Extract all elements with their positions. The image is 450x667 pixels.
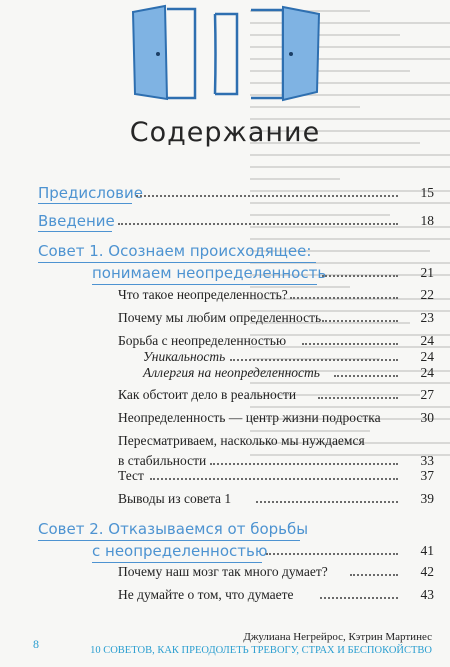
toc-entry-page: 18 [420,213,434,228]
toc-entry-page: 22 [420,287,434,302]
toc-entry-label: Почему мы любим определенность [118,310,322,325]
toc-entry-page: 42 [420,564,434,579]
toc-entry-label: Введение [38,212,115,230]
toc-entry-label: Тест [118,468,144,483]
toc-entry-label-line2: с неопределенностью [92,542,268,560]
toc-entry[interactable] [0,562,450,582]
footer-book-title: 10 СОВЕТОВ, КАК ПРЕОДОЛЕТЬ ТРЕВОГУ, СТРАХ И БЕСПОКОЙСТВО [90,645,432,656]
toc-entry[interactable] [0,385,450,405]
toc-entry[interactable] [0,585,450,605]
toc-entry-label-line1: Совет 2. Отказываемся от борьбы [38,520,309,538]
toc-entry-label: Предисловие [38,184,143,202]
toc-entry-chapter-1[interactable] [0,241,450,285]
page-number: 8 [33,637,39,651]
toc-entry-preface[interactable] [0,183,450,203]
toc-entry-label-line2: в стабильности [118,453,207,468]
toc-entry-page: 21 [420,265,434,280]
toc-entry-label: Борьба с неопределенностью [118,333,287,348]
toc-entry-label: Уникальность [143,349,226,364]
toc-entry-label: Неопределенность — центр жизни подростка [118,410,381,425]
toc-entry-page: 30 [420,410,434,425]
toc-entry-page: 33 [420,453,434,468]
toc-entry-page: 15 [420,185,434,200]
toc-entry-label: Почему наш мозг так много думает? [118,564,328,579]
toc-entry[interactable] [0,408,450,428]
page-title: Содержание [129,117,321,148]
toc-entry-page: 41 [420,543,434,558]
toc-entry-introduction[interactable] [0,211,450,231]
toc-entry-label: Что такое неопределенность? [118,287,288,302]
toc-entry-label: Не думайте о том, что думаете [118,587,294,602]
toc-entry-page: 23 [420,310,434,325]
toc-entry-page: 27 [420,387,434,402]
toc-entry-page: 24 [420,349,434,364]
toc-entry-page: 37 [420,468,434,483]
toc-entry-label-line2: понимаем неопределенность [92,264,327,282]
toc-entry[interactable] [0,308,450,328]
toc-entry-label: Аллергия на неопределенность [143,365,320,380]
toc-entry-page: 24 [420,333,434,348]
toc-entry-page: 39 [420,491,434,506]
toc-entry-label: Выводы из совета 1 [118,491,232,506]
toc-entry-page: 43 [420,587,434,602]
two-open-doors-icon [125,4,325,104]
footer-authors: Джулиана Негрейрос, Кэтрин Мартинес [243,631,432,643]
toc-entry[interactable] [0,285,450,305]
toc-entry-label: Как обстоит дело в реальности [118,387,297,402]
toc-entry-label-line1: Совет 1. Осознаем происходящее: [38,242,312,260]
toc-entry-chapter-2[interactable] [0,519,450,563]
toc-entry-label-line1: Пересматриваем, насколько мы нуждаемся [118,433,365,448]
toc-entry[interactable] [0,363,450,383]
toc-entry[interactable] [0,466,450,486]
toc-entry[interactable] [0,489,450,509]
toc-entry-page: 24 [420,365,434,380]
